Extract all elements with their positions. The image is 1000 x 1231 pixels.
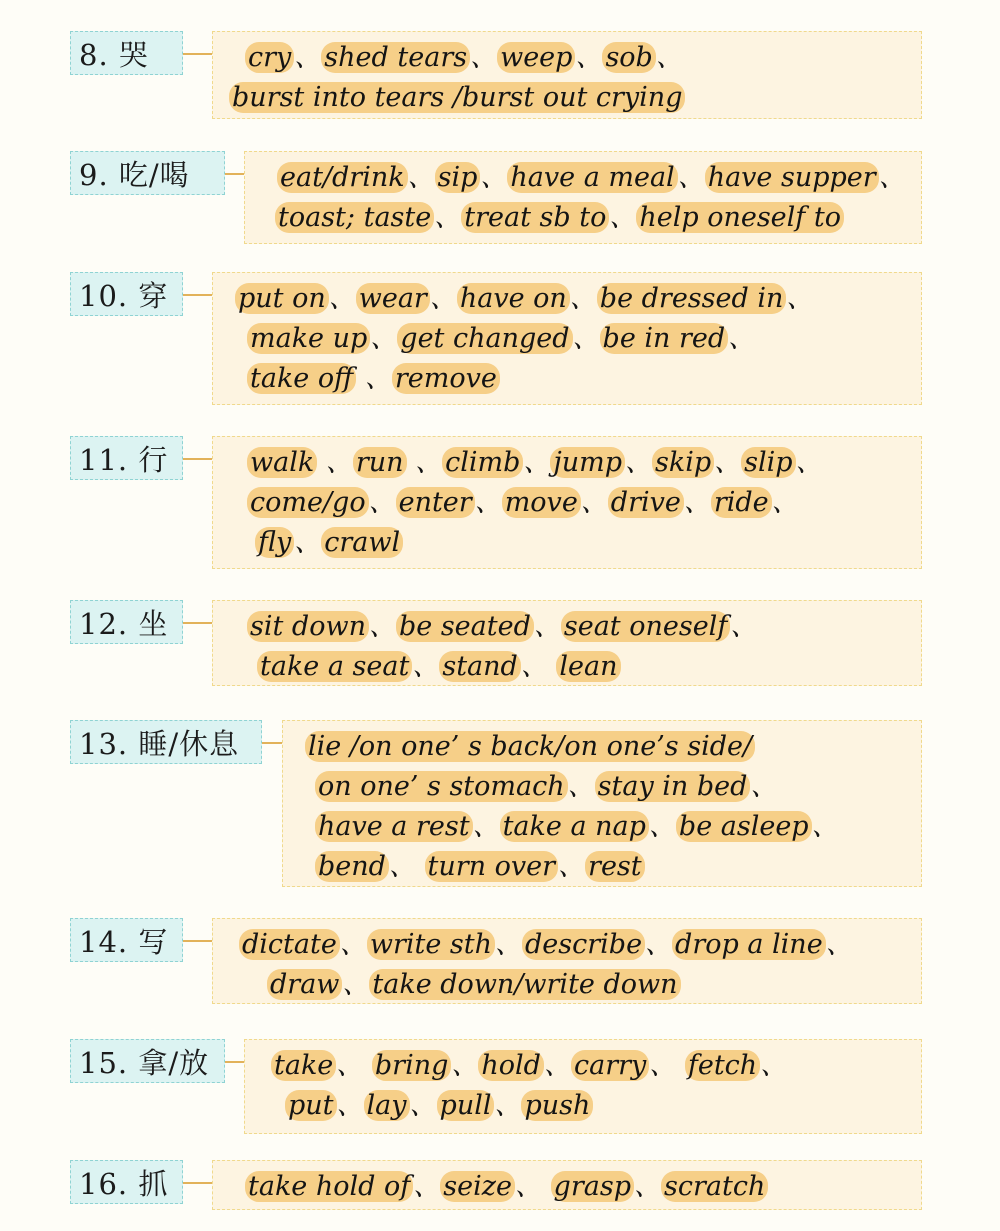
phrase-box [282,720,922,887]
separator: 、 [575,42,603,73]
separator: 、 [795,447,823,478]
highlighted-phrase: describe [522,929,645,960]
phrase-box [212,31,922,119]
phrase-line [223,443,911,483]
highlighted-phrase: have a rest [315,811,473,842]
highlighted-phrase: stay in bed [595,771,751,802]
highlighted-phrase: on one’ s stomach [315,771,568,802]
separator: 、 [683,487,711,518]
phrase-line [255,1046,911,1086]
highlighted-phrase: pull [437,1090,495,1121]
phrase-line [223,78,911,118]
highlighted-phrase: cry [245,42,294,73]
phrase-line [223,607,911,647]
separator: 、 [368,611,396,642]
highlighted-phrase: take hold of [245,1171,413,1202]
separator: 、 [633,1171,661,1202]
row-label: 11. 行 [70,436,183,480]
phrase-line [255,1086,911,1126]
highlighted-phrase: move [502,487,581,518]
connector-line [262,742,282,744]
highlighted-phrase: enter [396,487,475,518]
phrase-box [212,918,922,1004]
highlighted-phrase: grasp [551,1171,634,1202]
highlighted-phrase: remove [392,363,500,394]
highlighted-phrase: bend [315,851,389,882]
highlighted-phrase: take down/write down [369,969,680,1000]
highlighted-phrase: sit down [247,611,369,642]
highlighted-phrase: treat sb to [461,202,609,233]
separator: 、 [434,202,462,233]
highlighted-phrase: dictate [239,929,340,960]
highlighted-phrase: be asleep [676,811,812,842]
separator: 、 [409,1090,437,1121]
separator: 、 [649,1050,685,1081]
highlighted-phrase: run [353,447,407,478]
separator: 、 [368,487,396,518]
highlighted-phrase: jump [550,447,625,478]
highlighted-phrase: take [271,1050,336,1081]
separator: 、 [569,283,597,314]
separator: 、 [328,283,356,314]
separator: 、 [413,1171,441,1202]
separator: 、 [655,42,683,73]
highlighted-phrase: be dressed in [597,283,787,314]
highlighted-phrase: scratch [661,1171,768,1202]
phrase-line [255,158,911,198]
separator: 、 [730,611,758,642]
phrase-line [223,1167,911,1207]
highlighted-phrase: sob [602,42,655,73]
vocab-row [0,151,1000,244]
phrase-box [244,1039,922,1134]
separator: 、 [495,929,522,960]
phrase-line [223,319,911,359]
highlighted-phrase: lay [364,1090,410,1121]
highlighted-phrase: climb [442,447,523,478]
highlighted-phrase: draw [267,969,342,1000]
highlighted-phrase: sip [435,162,481,193]
separator: 、 [294,42,322,73]
highlighted-phrase: shed tears [321,42,470,73]
phrase-line [223,925,911,965]
highlighted-phrase: help oneself to [636,202,844,233]
separator: 、 [625,447,653,478]
highlighted-phrase: hold [478,1050,544,1081]
separator: 、 [407,162,435,193]
phrase-box [212,1160,922,1210]
row-label: 12. 坐 [70,600,183,644]
separator: 、 [760,1050,788,1081]
separator: 、 [677,162,705,193]
row-label: 10. 穿 [70,272,183,316]
phrase-line [223,359,911,399]
separator: 、 [645,929,673,960]
connector-line [183,294,212,296]
highlighted-phrase: rest [585,851,645,882]
highlighted-phrase: weep [497,42,575,73]
vocab-row [0,272,1000,405]
separator: 、 [771,487,799,518]
separator: 、 [580,487,608,518]
separator: 、 [609,202,637,233]
separator: 、 [567,771,595,802]
highlighted-phrase: take a nap [500,811,649,842]
separator: 、 [480,162,508,193]
separator: 、 [543,1050,571,1081]
connector-line [183,940,212,942]
highlighted-phrase: wear [356,283,430,314]
separator: 、 [714,447,742,478]
phrase-line [293,727,911,767]
highlighted-phrase: get changed [397,323,572,354]
phrase-line [223,965,911,1005]
row-label: 13. 睡/休息 [70,720,262,764]
highlighted-phrase: make up [247,323,370,354]
highlighted-phrase: turn over [425,851,559,882]
vocab-row [0,436,1000,569]
highlighted-phrase: drive [608,487,684,518]
highlighted-phrase: have supper [705,162,879,193]
phrase-line [293,847,911,887]
separator: 、 [474,487,502,518]
highlighted-phrase: toast; taste [275,202,434,233]
separator: 、 [811,811,839,842]
highlighted-phrase: put on [235,283,329,314]
phrase-line [223,38,911,78]
phrase-line [223,523,911,563]
separator: 、 [412,651,440,682]
highlighted-phrase: burst into tears /burst out crying [229,82,685,113]
vocab-row [0,600,1000,686]
highlighted-phrase: stand [439,651,520,682]
phrase-box [212,600,922,686]
phrase-line [293,807,911,847]
separator: 、 [336,1050,372,1081]
highlighted-phrase: be seated [396,611,534,642]
phrase-box [212,436,922,569]
highlighted-phrase: take off [247,363,356,394]
separator: 、 [558,851,586,882]
vocab-row [0,918,1000,1004]
row-label: 8. 哭 [70,31,183,75]
separator: 、 [494,1090,522,1121]
vocab-row [0,1039,1000,1134]
highlighted-phrase: lean [556,651,620,682]
highlighted-phrase: fly [255,527,294,558]
vocab-row [0,720,1000,887]
highlighted-phrase: eat/drink [277,162,408,193]
row-label: 14. 写 [70,918,183,962]
connector-line [183,1182,212,1184]
separator: 、 [728,323,756,354]
phrase-box [212,272,922,405]
highlighted-phrase: have a meal [507,162,677,193]
highlighted-phrase: put [285,1090,337,1121]
highlighted-phrase: fetch [685,1050,760,1081]
highlighted-phrase: seat oneself [561,611,730,642]
separator: 、 [317,447,353,478]
highlighted-phrase: lie /on one’ s back/on one’s side/ [305,731,755,762]
row-label: 9. 吃/喝 [70,151,225,195]
connector-line [183,458,212,460]
separator: 、 [878,162,906,193]
highlighted-phrase: crawl [321,527,403,558]
separator: 、 [786,283,814,314]
separator: 、 [388,851,425,882]
connector-line [183,622,212,624]
connector-line [225,173,244,175]
separator: 、 [294,527,322,558]
separator: 、 [523,447,551,478]
connector-line [225,1061,244,1063]
separator: 、 [825,929,853,960]
highlighted-phrase: slip [741,447,795,478]
highlighted-phrase: come/go [247,487,369,518]
separator: 、 [451,1050,479,1081]
highlighted-phrase: skip [652,447,714,478]
phrase-line [293,767,911,807]
phrase-line [223,647,911,687]
highlighted-phrase: seize [440,1171,515,1202]
separator: 、 [336,1090,364,1121]
row-label: 16. 抓 [70,1160,183,1204]
separator: 、 [406,447,443,478]
separator: 、 [514,1171,551,1202]
phrase-line [223,483,911,523]
row-label: 15. 拿/放 [70,1039,225,1083]
separator: 、 [339,929,367,960]
separator: 、 [342,969,370,1000]
highlighted-phrase: drop a line [672,929,826,960]
highlighted-phrase: walk [247,447,317,478]
highlighted-phrase: bring [372,1050,452,1081]
highlighted-phrase: write sth [367,929,495,960]
highlighted-phrase: carry [571,1050,649,1081]
separator: 、 [533,611,561,642]
separator: 、 [429,283,457,314]
phrase-line [223,279,911,319]
vocab-row [0,1160,1000,1210]
phrase-line [255,198,911,238]
separator: 、 [472,811,500,842]
highlighted-phrase: ride [711,487,772,518]
separator: 、 [470,42,498,73]
separator: 、 [572,323,600,354]
separator: 、 [356,363,392,394]
highlighted-phrase: push [521,1090,593,1121]
highlighted-phrase: take a seat [257,651,412,682]
separator: 、 [648,811,676,842]
phrase-box [244,151,922,244]
separator: 、 [520,651,557,682]
separator: 、 [750,771,778,802]
vocab-row [0,31,1000,119]
highlighted-phrase: be in red [600,323,729,354]
highlighted-phrase: have on [457,283,570,314]
connector-line [183,53,212,55]
separator: 、 [370,323,398,354]
